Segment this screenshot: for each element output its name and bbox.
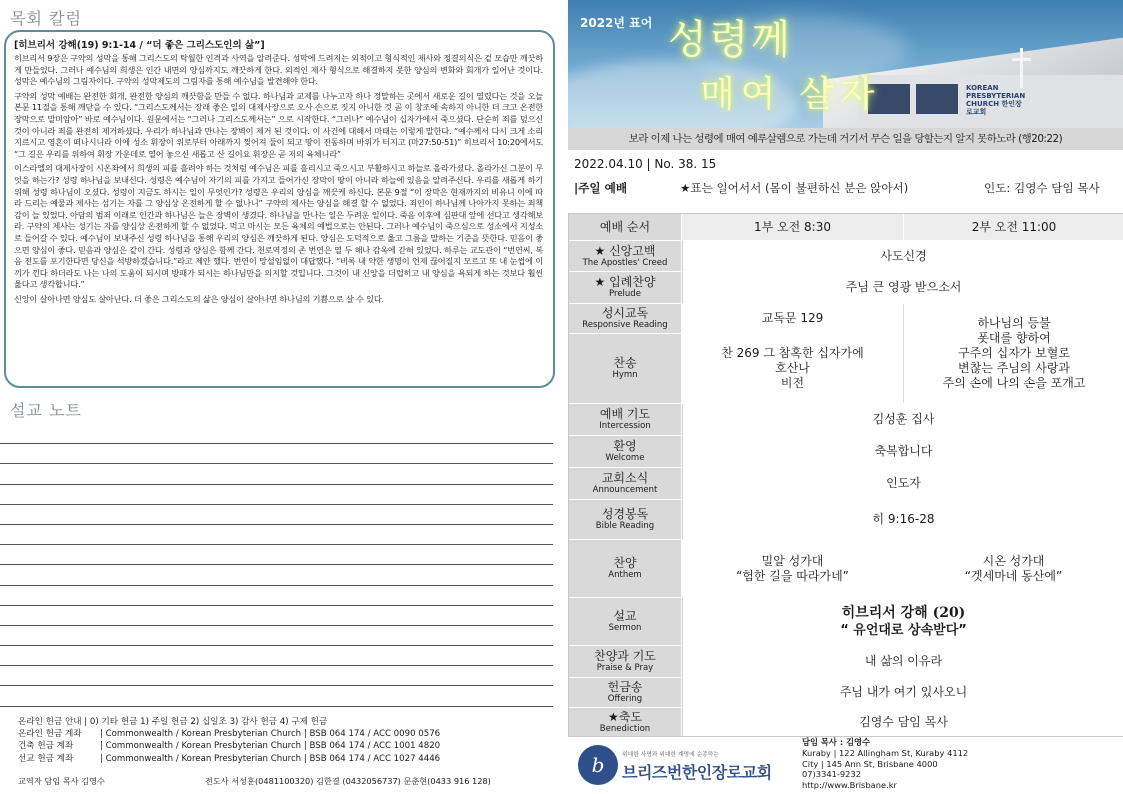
item-title: 성시교독 (601, 306, 649, 320)
offering-intro: 온라인 헌금 안내 | 0) 기타 헌금 1) 주일 헌금 2) 십일조 3) 감사 헌금 4) 구제 헌금 (18, 717, 328, 727)
column-title: 목회 칼럼 (10, 9, 82, 28)
item-title: 설교 (613, 609, 637, 623)
worship-leader: 인도: 김영수 담임 목사 (984, 181, 1100, 195)
church-sign: KOREAN PRESBYTERIAN CHURCH 한인장로교회 (966, 84, 1026, 116)
order-header (569, 214, 1123, 241)
evangelists: 전도사 서성훈(0481100320) 김한결 (0432056737) 문춘현(0433 916 128) (204, 776, 491, 786)
motto-line2: 매여 살자 (700, 74, 881, 115)
senior-pastor: 교역자 담임 목사 김영수 (18, 776, 105, 786)
order-row-creed (569, 241, 1123, 272)
motto-line1: 성령께 (668, 17, 793, 63)
anthem-second-service: 시온 성가대 “겟세마네 동산에” (903, 540, 1123, 597)
item-subtitle: Offering (607, 694, 643, 704)
note-line (0, 525, 553, 545)
header-first-service: 1부 오전 8:30 (682, 214, 903, 240)
logo-tagline: 위대한 사명과 위대한 계명에 순종하는 (622, 752, 719, 758)
column-body (14, 53, 543, 305)
item-title: 예배 기도 (599, 407, 651, 421)
logo-icon: b (578, 745, 618, 785)
item-subtitle: Sermon (608, 623, 642, 633)
header-order: 예배 순서 (599, 220, 651, 234)
anthem-first-service: 밀알 성가대 “험한 길을 따라가네” (682, 540, 903, 597)
item-title: 교회소식 (601, 471, 649, 485)
item-value: 내 삶의 이유라 (682, 646, 1123, 677)
item-title: 헌금송 (607, 680, 643, 694)
note-line (0, 666, 553, 686)
order-row-welcome (569, 436, 1123, 468)
account-value: | Commonwealth / Korean Presbyterian Church | BSB 064 174 / ACC 0090 0576 (100, 729, 441, 740)
item-subtitle: Hymn (612, 370, 638, 380)
item-subtitle: Anthem (608, 570, 642, 580)
item-title: 찬양과 기도 (594, 649, 656, 663)
item-title: 환영 (613, 439, 637, 453)
note-line (0, 444, 553, 464)
item-subtitle: Benediction (599, 723, 651, 734)
item-subtitle: Responsive Reading (582, 320, 668, 330)
sermon-title: 히브리서 강해 (20) (841, 605, 966, 621)
worship-label: |주일 예배 (574, 181, 628, 195)
note-line (0, 464, 553, 484)
item-subtitle: Welcome (605, 453, 645, 463)
sermon-notes[interactable] (0, 424, 553, 707)
cross-icon (1012, 58, 1031, 61)
church-logo (578, 743, 788, 791)
item-subtitle: The Apostles' Creed (582, 257, 668, 268)
order-of-worship (568, 213, 1123, 737)
column-heading: [히브리서 강해(19) 9:1-14 / “더 좋은 그리스도인의 삶”] (14, 40, 265, 51)
left-page (0, 0, 560, 794)
item-title: 찬양 (613, 556, 637, 570)
note-line (0, 606, 553, 626)
account-label: 선교 헌금 계좌 (18, 753, 74, 764)
column-paragraph: 이스라엘의 대제사장이 시온좌에서 희생의 피를 흘려야 하는 것처럼 예수님은 피를 흘리시고 죽으시고 부활하시고 하늘로 올라가셨다. 올라가신 그분이 무엇을 하는가? 성령 하나님을 보내신다. 성령은 예수님이 자기의 피를 가지고 들어가신 장막이 땅이 아니라 하늘에 있음을 알려주신다. 우리를 새롭게 하기 위해 성령 하나님이 오셨다. 성령이 지금도 하시는 일이 무엇인가? 성령은 우리의 양심을 깨끗케 하신다. 본문 9절 “이 장막은 현재까지의 비유니 이에 따라 드리는 예물과 제사는 섬기는 자를 그 양심상 온전하게 할 수 없나니” 구약의 제사는 양심을 해결 할 수 없었다. 죄인이 하나님께 나아가지 못하는 죄책감이 늘 있었다. 아담의 범죄 이래로 인간과 하나님은 늘은 장벽이 생겼다. 하나님을 만나는 일은 두려운 일이다. 죽음 이후에 심판대 앞에 선다고 생각해보라. 구약의 제사는 성기는 자를 양심상 온전하게 할 수 없었다. 먹고 마시는 모든 육체의 예법으로는 안된다. 그러나 예수님이 죽으심으로 성소에서 지성소로 들어갈 수 있다. 예수님이 보내주신 성령 하나님을 통해 우리의 양심은 깨끗하게 된다. 양심은 도덕적으로 옳고 그름을 말하는 기준을 뜻한다. 믿음이 좋으면 양심이 좋다. 믿음과 양심은 같이 간다. 성령과 양심은 함께 간다. 천로역정의 존 번연은 열 두 해나 감옥에 갇혀 있었다. 하루는 교도관이 “번연씨, 복음 전도를 포기한다면 당신을 석방하겠습니다.”라고 제안 했다. 번연이 망설임없이 대답했다. “비록 내 약한 생명이 언제 끊어질지 모르고 또 내 눈썹에 이끼가 낀다 하더라도 나는 나의 도움이 되시며 방패가 되시는 하나님만을 의지할 것입니다. 그것이 내 신앙을 더럽히고 내 양심을 욕되게 하는 것보다 훨씬 옳다고 생각합니다.” (14, 163, 543, 290)
order-row-anthem (569, 540, 1123, 598)
order-row-bible (569, 500, 1123, 540)
account-value: | Commonwealth / Korean Presbyterian Church | BSB 064 174 / ACC 1001 4820 (100, 741, 441, 752)
order-row-intercession (569, 404, 1123, 436)
item-value: 사도신경 (682, 241, 1123, 271)
note-line (0, 626, 553, 646)
address-city: City | 145 Ann St, Brisbane 4000 (802, 758, 938, 769)
note-line (0, 686, 553, 706)
item-title: ★ 입례찬양 (594, 275, 656, 289)
notes-title: 설교 노트 (10, 401, 82, 420)
phone: 07)3341-9232 (802, 769, 862, 780)
pastor-line: 담임 목사 : 김영수 (802, 737, 871, 747)
account-label: 온라인 헌금 계좌 (18, 729, 82, 740)
item-value: 히 9:16-28 (682, 500, 1123, 539)
item-subtitle: Praise & Pray (596, 663, 654, 673)
church-name: 브리즈번한인장로교회 (622, 763, 772, 782)
order-row-announcement (569, 468, 1123, 500)
note-line (0, 646, 553, 666)
item-value: 교독문 129 (682, 304, 903, 333)
note-line (0, 485, 553, 505)
item-title: 성경봉독 (601, 507, 649, 521)
note-line (0, 586, 553, 606)
church-contact (802, 737, 1122, 791)
verse-bar: 보라 이제 나는 성령에 매여 예루살렘으로 가는데 거기서 무슨 일을 당할는지 알지 못하노라 (행20:22) (568, 128, 1123, 150)
item-value: 김영수 담임 목사 (682, 708, 1123, 736)
address-kuraby: Kuraby | 122 Allingham St, Kuraby 4112 (802, 747, 969, 758)
motto-banner (568, 0, 1123, 128)
note-line (0, 505, 553, 525)
item-title: ★ 신앙고백 (594, 243, 656, 258)
item-value: 주님 큰 영광 받으소서 (682, 272, 1123, 303)
column-paragraph: 구약의 성막 예배는 완전한 회개, 완전한 양심의 깨끗함을 만들 수 없다. 하나님과 교제를 나누고자 하나 정말하는 곳에서 새로운 길이 열렸다는 것을 오늘 본문 11절을 통해 깨닫을 수 있다. “그리스도께서는 장래 좋은 일의 대제사장으로 오사 손으로 짓지 아니한 것 곧 이 창조에 속하지 아니한 더 크고 온전한 장막으로 말미암아” 바로 예수님이다. 원문에서는 “그러나 그리스도께서는” 으로 시작한다. “그러나” 예수님이 십자가에서 죽으셨다. 단순히 죄를 덮으신 것이 아니라 죄를 완전히 제거하셨다. 우리가 하나님과 만나는 장벽이 제거 된 것이다. 이 사건에 대해서 마태는 이렇게 말한다. “예수께서 다시 크게 소리지르시고 영혼이 떠나시니라 이에 성소 휘장이 위로부터 아래까지 찢어져 둘이 되고 땅이 진동하며 바위가 터지고 (마27:50-51)” 히브리서 10:20에서도 “그 길은 우리를 위하여 휘장 가운데로 열어 놓으신 새롭고 산 길이요 휘장은 곧 저의 육체니라” (14, 90, 543, 159)
order-row-hymn (569, 304, 1123, 404)
account-label: 건축 헌금 계좌 (18, 741, 74, 752)
item-subtitle: Intercession (599, 421, 651, 431)
right-page (568, 0, 1123, 794)
church-window (916, 84, 958, 114)
header-second-service: 2부 오전 11:00 (903, 214, 1123, 240)
column-paragraph: 신앙이 살아나면 양심도 살아난다. 더 좋은 그리스도의 삶은 양심이 살아나면 하나님의 기쁨으로 살 수 있다. (14, 293, 384, 304)
order-row-sermon (569, 598, 1123, 646)
order-row-prelude (569, 272, 1123, 304)
offering-account-row (18, 753, 553, 765)
offering-account-row (18, 728, 553, 740)
note-line (0, 545, 553, 565)
offering-account-row (18, 740, 553, 752)
note-line (0, 565, 553, 585)
item-subtitle: Prelude (609, 289, 641, 299)
note-line (0, 424, 553, 444)
issue-number: 2022.04.10 | No. 38. 15 (574, 157, 717, 171)
item-value: 축복합니다 (682, 436, 1123, 467)
order-row-praise (569, 646, 1123, 678)
website-link[interactable]: http://www.Brisbane.kr (802, 780, 897, 791)
hymn-first-service: 찬 269 그 참혹한 십자가에 호산나 비전 (682, 334, 903, 403)
item-title: ★축도 (608, 709, 642, 724)
item-subtitle: Announcement (592, 485, 658, 495)
order-row-benediction (569, 708, 1123, 736)
pastor-column-box (4, 30, 555, 388)
hymn-second-service: 하나님의 등불 폿대를 향하여 구주의 십자가 보혈로 변찮는 주님의 사랑과 주의 손에 나의 손을 포개고 (903, 304, 1123, 403)
item-subtitle: Bible Reading (595, 521, 655, 531)
cross-icon (1020, 48, 1023, 88)
column-paragraph: 히브리서 9장은 구약의 성막을 통해 그리스도의 탁월한 인격과 사역을 알려준다. 성막에 드려지는 외적이고 형식적인 제사와 정결의식은 겉 모습만 깨끗하게 만들었다. 그러나 예수님의 희생은 인간 내면의 양심까지도 깨끗하게 한다. 외적인 제사 형식으로 해결하지 못한 양심의 변화와 회개가 일어난 것이다. 성막은 예수님의 그림자이다. 구약의 성막제도의 그림자를 통해 예수님을 발견해야 한다. (14, 53, 543, 87)
offering-info (18, 716, 553, 765)
item-title: 찬송 (613, 356, 637, 370)
year-label: 2022년 표어 (580, 16, 653, 30)
sermon-subtitle: “ 유언대로 상속받다” (840, 623, 967, 638)
worship-line (574, 180, 1119, 196)
item-value: 김성훈 집사 (682, 404, 1123, 435)
staff-signature (18, 776, 558, 787)
item-value: 인도자 (682, 468, 1123, 499)
account-value: | Commonwealth / Korean Presbyterian Church | BSB 064 174 / ACC 1027 4446 (100, 753, 441, 764)
standing-note: ★표는 일어서서 (몸이 불편하신 분은 앉아서) (680, 181, 909, 195)
order-row-offering (569, 678, 1123, 708)
item-value: 주님 내가 여기 있사오니 (682, 678, 1123, 707)
